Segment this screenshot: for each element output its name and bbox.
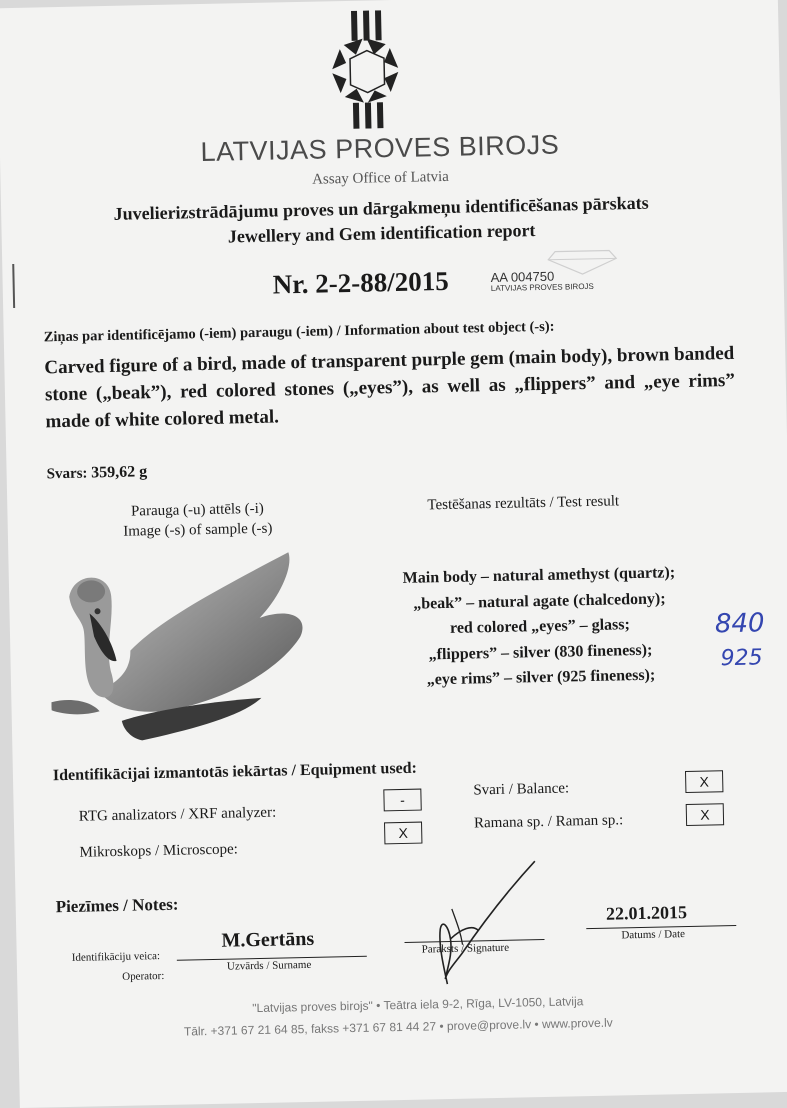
result-line: „flippers” – silver (830 fineness); xyxy=(428,641,653,663)
test-result-caption: Testēšanas rezultāts / Test result xyxy=(427,493,620,514)
assay-office-logo-icon xyxy=(315,10,418,135)
org-name: LATVIJAS PROVES BIROJS xyxy=(200,129,560,168)
org-subtitle: Assay Office of Latvia xyxy=(311,168,450,188)
xrf-label: RTG analizators / XRF analyzer: xyxy=(78,804,277,825)
weight-value: 359,62 g xyxy=(91,463,148,482)
operator-name: M.Gertāns xyxy=(221,927,315,952)
result-line: Main body – natural amethyst (quartz); xyxy=(402,564,676,587)
report-title-lv: Juvelierizstrādājumu proves un dārgakmeņu identificēšanas pārskats xyxy=(113,192,649,224)
date-caption: Datums / Date xyxy=(621,928,686,942)
security-stamp xyxy=(490,268,593,293)
sample-description: Carved figure of a bird, made of transparent purple gem (main body), brown banded stone („beak”), red colored stones („eyes”), as well as „flippers” and „eye rims” made of white colored metal. xyxy=(44,342,736,433)
sample-image-bird xyxy=(48,546,342,752)
report-number: Nr. 2-2-88/2015 xyxy=(272,265,449,300)
image-caption-lv: Parauga (-u) attēls (-i) xyxy=(130,500,265,520)
operator-label-en: Operator: xyxy=(122,969,165,983)
result-line: red colored „eyes” – glass; xyxy=(449,616,631,637)
image-caption-en: Image (-s) of sample (-s) xyxy=(123,520,273,540)
balance-checkbox: X xyxy=(685,770,723,793)
date-value: 22.01.2015 xyxy=(605,902,688,924)
handwritten-fineness-1: 840 xyxy=(714,608,765,640)
handwritten-fineness-2: 925 xyxy=(720,645,763,672)
signature-scribble-icon xyxy=(415,857,548,995)
result-line: „beak” – natural agate (chalcedony); xyxy=(413,589,666,613)
microscope-checkbox: X xyxy=(384,822,422,845)
operator-label-lv: Identifikāciju veica: xyxy=(71,950,161,964)
stamp-org: LATVIJAS PROVES BIROJS xyxy=(490,281,594,293)
footer-address: "Latvijas proves birojs" • Teātra iela 9-2, Rīga, LV-1050, Latvija xyxy=(252,994,584,1016)
equipment-title: Identifikācijai izmantotās iekārtas / Equipment used: xyxy=(52,759,418,785)
result-line: „eye rims” – silver (925 fineness); xyxy=(426,666,656,689)
balance-label: Svari / Balance: xyxy=(473,780,570,799)
surname-caption: Uzvārds / Surname xyxy=(226,958,312,973)
microscope-label: Mikroskops / Microscope: xyxy=(79,841,239,861)
raman-label: Ramana sp. / Raman sp.: xyxy=(473,812,624,832)
info-label: Ziņas par identificējamo (-iem) paraugu (-iem) / Information about test object (-s): xyxy=(43,318,555,346)
xrf-checkbox: - xyxy=(383,789,421,812)
footer-contacts: Tālr. +371 67 21 64 85, fakss +371 67 81 44 27 • prove@prove.lv • www.prove.lv xyxy=(183,1015,613,1039)
report-title-en: Jewellery and Gem identification report xyxy=(227,220,536,247)
weight-label: Svars: xyxy=(46,465,88,483)
notes-title: Piezīmes / Notes: xyxy=(55,894,179,917)
raman-checkbox: X xyxy=(686,803,724,826)
weight-row xyxy=(46,463,147,483)
margin-mark xyxy=(12,264,15,308)
stamp-code: AA 004750 xyxy=(490,268,555,285)
signature-caption: Paraksts / Signature xyxy=(421,941,510,956)
test-results xyxy=(349,559,732,694)
